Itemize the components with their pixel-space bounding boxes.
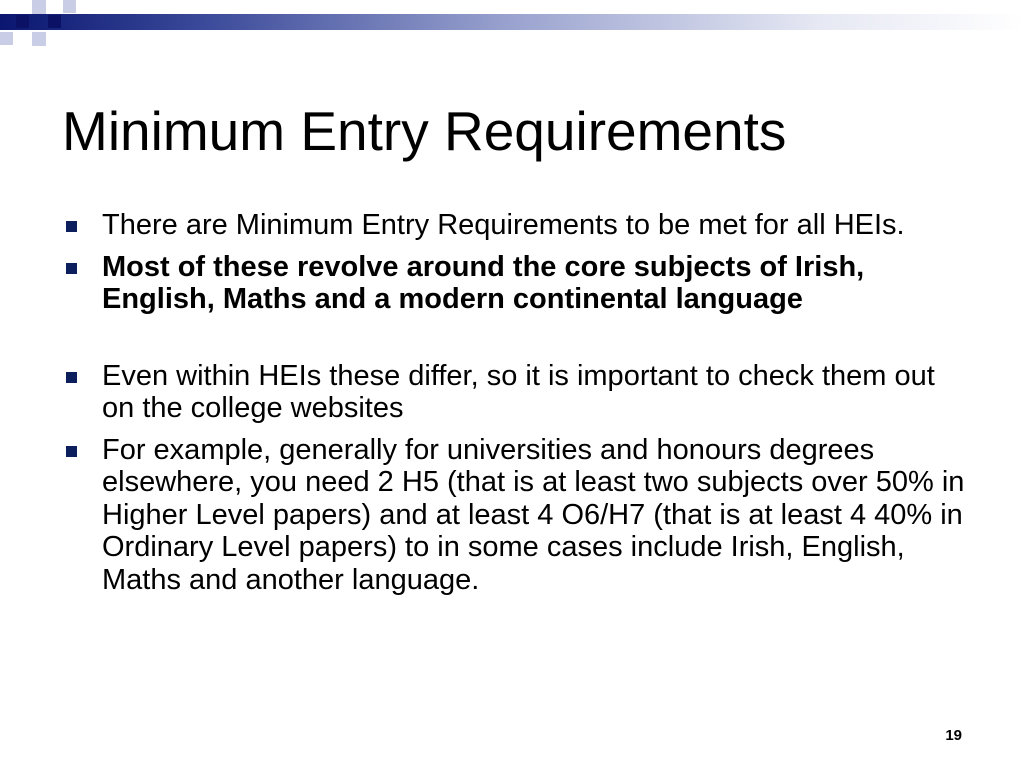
- header-square-light: [32, 32, 46, 46]
- bullet-text: Most of these revolve around the core subjects of Irish, English, Maths and a modern continental language: [102, 250, 865, 315]
- square-bullet-icon: [66, 221, 77, 232]
- bullet-item: [62, 434, 972, 597]
- header-square-light: [63, 0, 76, 13]
- bullet-text: There are Minimum Entry Requirements to be met for all HEIs.: [102, 209, 905, 241]
- bullet-text: Even within HEIs these differ, so it is important to check them out on the college websites: [102, 359, 935, 424]
- header-square-dark: [48, 15, 61, 28]
- square-bullet-icon: [66, 263, 77, 274]
- header-square-dark: [16, 15, 29, 28]
- header-gradient-bar: [0, 14, 1024, 30]
- bullet-item: [62, 360, 972, 425]
- slide-title: Minimum Entry Requirements: [62, 100, 787, 162]
- bullet-item: [62, 251, 972, 316]
- square-bullet-icon: [66, 372, 77, 383]
- page-number: 19: [945, 727, 962, 744]
- bullet-list: [62, 209, 972, 596]
- bullet-text: For example, generally for universities and honours degrees elsewhere, you need 2 H5 (that is at least two subjects over 50% in Higher Level papers) and at least 4 O6/H7 (that is at least 4 40% in Ordinary Level papers) to in some cases include Irish, English, Maths and another language.: [102, 433, 965, 596]
- bullet-item: [62, 209, 972, 242]
- square-bullet-icon: [66, 446, 77, 457]
- header-square-light: [0, 32, 13, 45]
- header-square-light: [32, 0, 46, 14]
